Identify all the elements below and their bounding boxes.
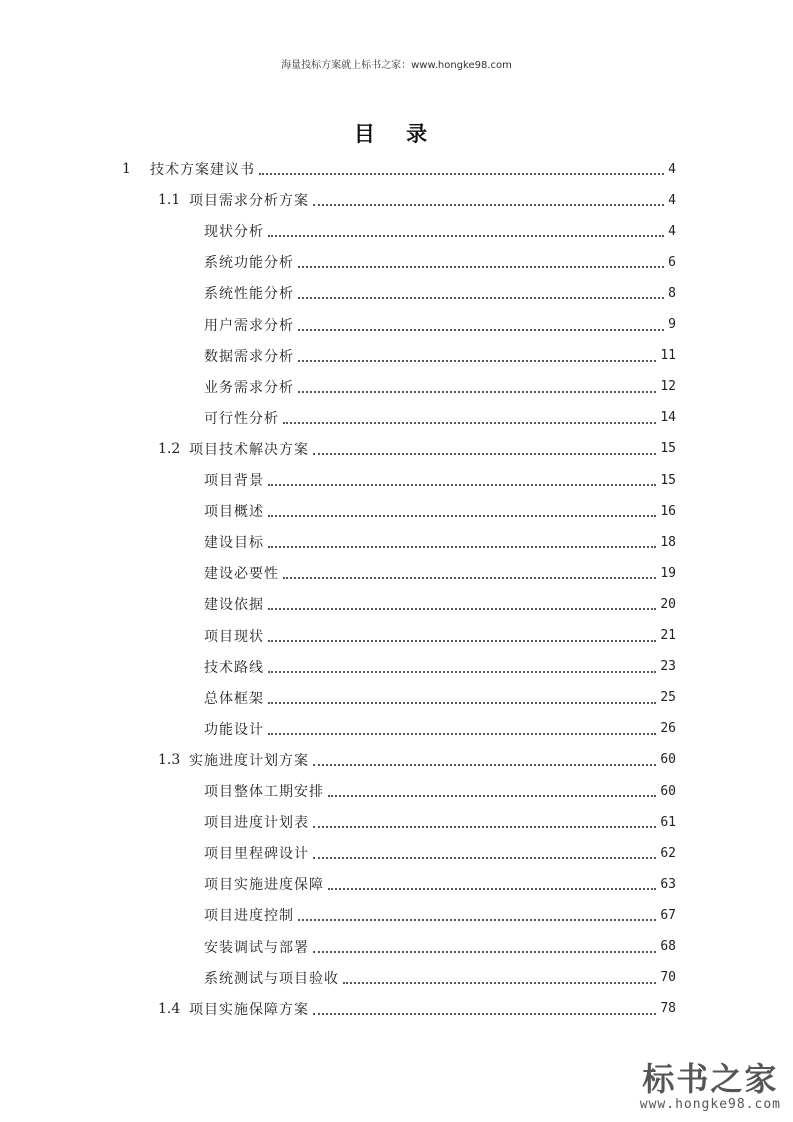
toc-entry[interactable] [204,467,676,493]
toc-entry[interactable] [204,934,676,960]
toc-entry-label: 项目需求分析方案 [189,193,309,210]
toc-entry-label: 总体框架 [204,690,264,707]
toc-entry-label: 项目实施保障方案 [189,1001,309,1018]
toc-entry-number: 1 [122,161,131,177]
toc-entry[interactable] [204,374,676,400]
toc-entry-label: 项目整体工期安排 [204,784,324,800]
toc-entry-label: 项目进度计划表 [204,815,309,832]
toc-entry[interactable] [204,902,676,928]
toc-leader-dots [313,764,656,766]
toc-entry-page: 23 [660,659,676,675]
toc-leader-dots [268,546,656,548]
toc-leader-dots [268,671,656,673]
toc-entry-page: 9 [668,317,676,332]
toc-leader-dots [283,422,656,424]
toc-leader-dots [313,857,656,859]
toc-leader-dots [268,702,656,704]
toc-entry-page: 12 [660,379,676,395]
page-header: 海量投标方案就上标书之家：www.hongke98.com [281,60,512,71]
toc-entry-page: 68 [660,939,676,954]
toc-leader-dots [268,515,656,517]
toc-leader-dots [313,1013,656,1015]
toc-entry-label: 技术方案建议书 [150,162,255,178]
toc-entry-page: 16 [660,503,676,519]
toc-leader-dots [313,453,656,455]
toc-leader-dots [268,640,656,642]
toc-entry-label: 现状分析 [204,224,264,241]
toc-entry[interactable] [158,747,676,773]
toc-entry[interactable] [204,965,676,991]
toc-leader-dots [268,608,656,610]
toc-entry-label: 建设必要性 [204,566,279,583]
toc-leader-dots [298,919,656,921]
toc-entry-label: 建设目标 [204,535,264,552]
toc-entry-page: 26 [660,721,676,737]
toc-entry-page: 15 [660,472,676,488]
toc-entry[interactable] [204,529,676,555]
toc-entry-number: 1.3 [158,751,181,768]
toc-entry-label: 项目现状 [204,628,264,645]
toc-entry-label: 项目概述 [204,504,264,521]
toc-leader-dots [313,204,664,206]
toc-entry[interactable] [204,685,676,711]
toc-leader-dots [313,951,656,953]
toc-entry-label: 项目里程碑设计 [204,846,309,863]
toc-entry-page: 20 [660,596,676,612]
toc-entry[interactable] [204,623,676,649]
toc-entry[interactable] [204,716,676,742]
toc-entry-page: 18 [660,534,676,550]
toc-entry[interactable] [204,218,676,244]
toc-entry-page: 19 [660,565,676,581]
logo-url-text: www.hongke98.com [639,1097,781,1112]
toc-entry-page: 21 [660,628,676,643]
toc-leader-dots [268,733,656,735]
toc-entry-label: 项目背景 [204,473,264,489]
toc-entry[interactable] [204,654,676,680]
toc-entry-label: 项目实施进度保障 [204,877,324,894]
toc-leader-dots [298,266,664,268]
toc-entry-label: 系统性能分析 [204,286,294,303]
toc-entry-page: 4 [668,223,676,239]
toc-entry-page: 14 [660,410,676,426]
toc-entry[interactable] [204,312,676,338]
toc-entry[interactable] [158,187,676,213]
toc-entry[interactable] [204,405,676,431]
toc-entry-label: 技术路线 [204,659,264,676]
toc-entry-page: 70 [660,970,676,986]
toc-entry[interactable] [204,343,676,369]
toc-entry-label: 用户需求分析 [204,317,294,334]
toc-entry-page: 15 [660,441,676,457]
toc-entry-label: 系统功能分析 [204,255,294,272]
toc-leader-dots [298,360,656,362]
toc-entry-label: 项目技术解决方案 [189,441,309,458]
toc-entry[interactable] [204,498,676,524]
toc-entry-page: 60 [660,783,676,799]
toc-entry[interactable] [158,996,676,1022]
toc-entry-label: 业务需求分析 [204,379,294,396]
toc-entry-page: 61 [660,814,676,830]
toc-leader-dots [298,297,664,299]
toc-entry[interactable] [204,778,676,804]
toc-entry[interactable] [158,436,676,462]
toc-entry[interactable] [204,840,676,866]
toc-entry-label: 项目进度控制 [204,908,294,925]
toc-leader-dots [298,391,656,393]
toc-entry-page: 6 [668,254,676,270]
toc-leader-dots [298,329,664,331]
toc-entry-page: 8 [668,285,676,301]
toc-entry-page: 67 [660,907,676,923]
toc-entry[interactable] [204,809,676,835]
toc-entry[interactable] [204,560,676,586]
toc-leader-dots [328,888,656,890]
toc-entry[interactable] [204,871,676,897]
toc-entry-page: 78 [660,1001,676,1017]
toc-entry-page: 60 [660,752,676,768]
toc-entry[interactable] [204,591,676,617]
toc-leader-dots [313,826,656,828]
toc-title: 目 录 [353,121,440,146]
toc-entry-page: 25 [660,690,676,706]
toc-leader-dots [343,982,656,984]
toc-entry-label: 可行性分析 [204,410,279,427]
toc-entry-label: 功能设计 [204,721,264,738]
toc-entry-page: 4 [668,161,676,177]
toc-entry-page: 11 [660,348,676,364]
watermark-logo [639,1060,781,1112]
toc-entry-page: 4 [668,192,676,208]
toc-leader-dots [259,173,664,175]
toc-entry-label: 系统测试与项目验收 [204,970,339,987]
toc-entry-page: 63 [660,876,676,892]
toc-entry[interactable] [204,249,676,275]
toc-entry-page: 62 [660,845,676,861]
toc-entry[interactable] [122,156,676,182]
toc-entry-number: 1.2 [158,440,181,457]
toc-entry-number: 1.4 [158,1000,181,1017]
toc-entry-label: 实施进度计划方案 [189,752,309,769]
toc-entry-label: 数据需求分析 [204,348,294,365]
toc-leader-dots [268,484,656,486]
toc-leader-dots [268,235,664,237]
logo-brand-text: 标书之家 [642,1060,779,1098]
toc-entry[interactable] [204,280,676,306]
toc-entry-label: 安装调试与部署 [204,939,309,956]
toc-leader-dots [328,795,656,797]
toc-leader-dots [283,577,656,579]
toc-entry-label: 建设依据 [204,597,264,614]
toc-entry-number: 1.1 [158,192,181,209]
